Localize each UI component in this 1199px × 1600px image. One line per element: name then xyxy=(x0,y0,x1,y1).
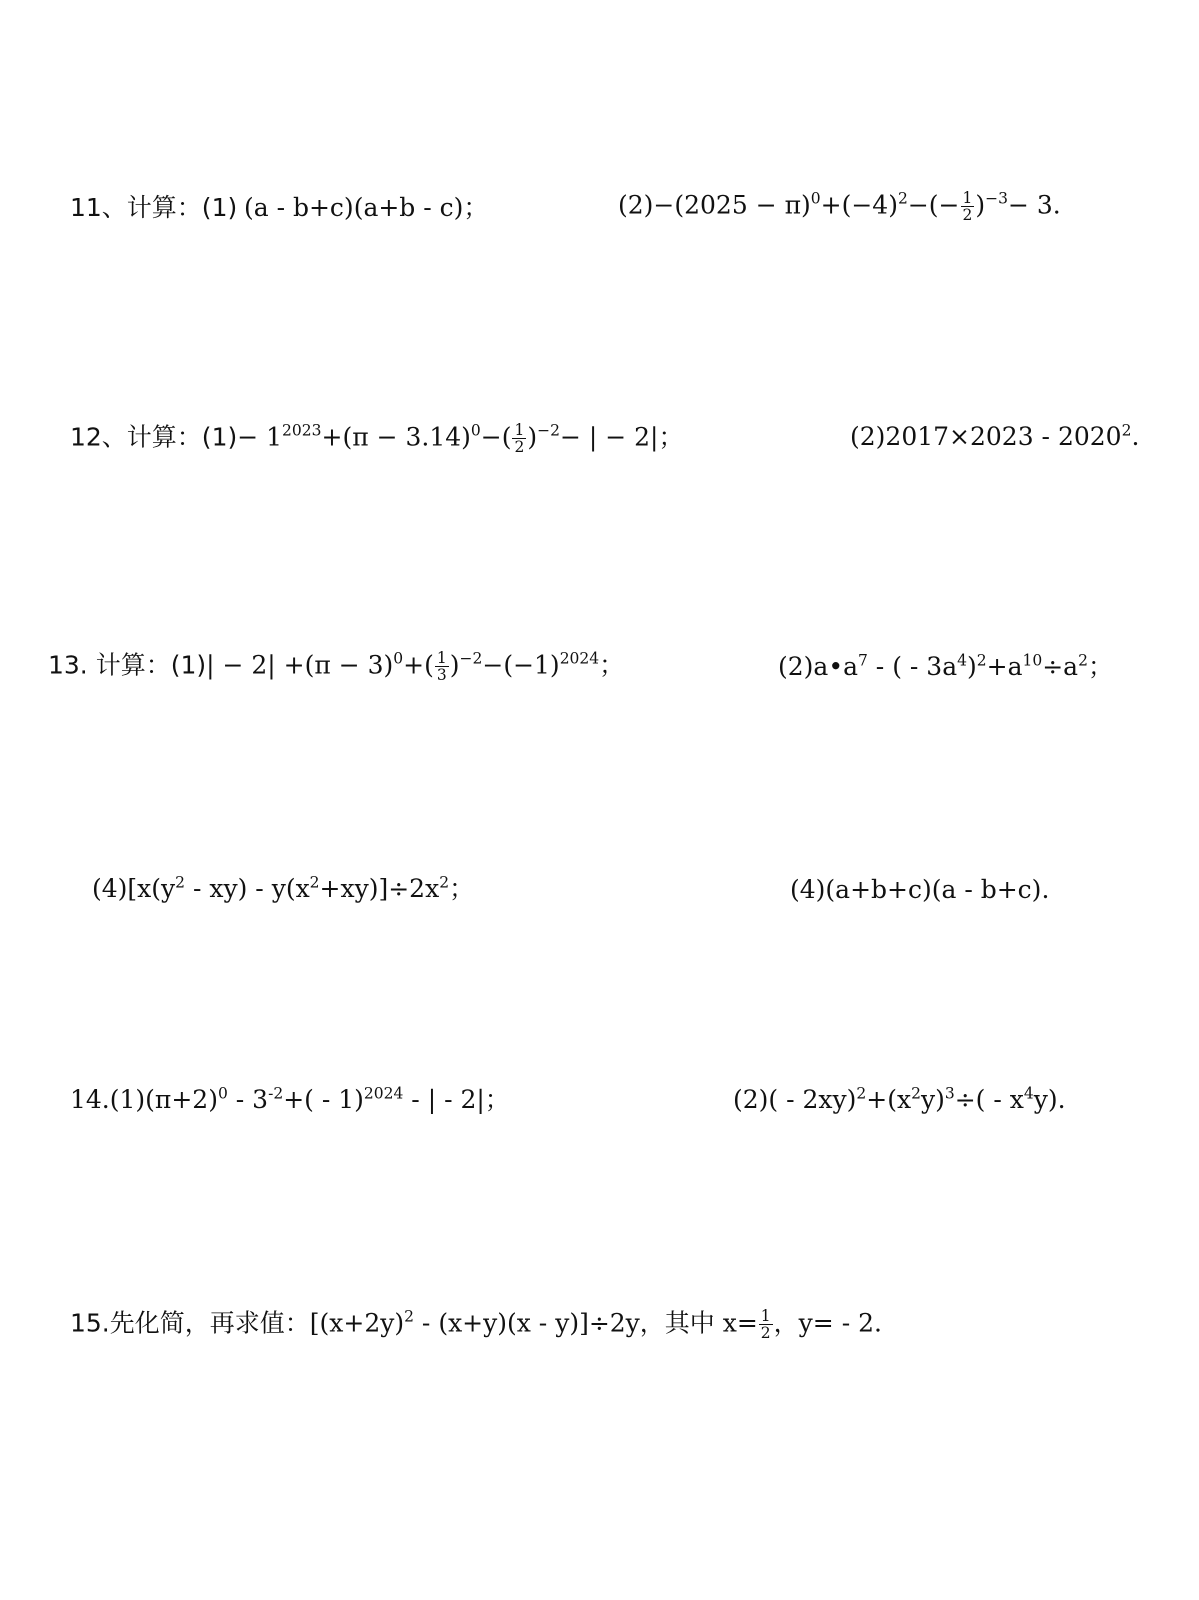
problem-11-expr-1: (a - b+c)(a+b - c)； xyxy=(243,193,489,222)
problem-13-part-3: $(4)[x(y^2 - xy) - y(x^2+xy)]\div 2x^2$； xyxy=(92,873,475,903)
problem-12-part-2: (2)2017×2023 - 2020$^2$. xyxy=(850,421,1140,451)
problem-11-part-1 xyxy=(70,194,488,221)
problem-11-label: 11、计算：(1) xyxy=(70,193,238,222)
fraction: $\frac{1}{3}$ xyxy=(436,649,447,685)
problem-13-label: 13. 计算：(1) xyxy=(48,650,207,680)
problem-13-part-1: 13. 计算：$(1)| - 2| +(\pi - 3)^0+$( $\frac{1}{3}$ )$^{-2}-(-1)^{2024}$； xyxy=(48,649,625,685)
fraction: $\frac{1}{2}$ xyxy=(962,189,973,225)
fraction: $\frac{1}{2}$ xyxy=(760,1307,771,1343)
problem-12-label: 12、计算：(1) xyxy=(70,422,238,452)
problem-13-part-2: $(2)a•a^7$ - ( - $3a^4)^2+a^{10}\div a^2$； xyxy=(778,651,1113,681)
problem-14-part-2: $(2)( - 2xy)^2+(x^2y)^3\div( - x^4y)$. xyxy=(733,1084,1066,1114)
problem-13-part-4: (4)(a+b+c)(a - b+c). xyxy=(790,875,1050,904)
problem-14-part-1: $14.(1)(\pi+2)^0 - 3^{-2}+( - 1)^{2024}$ - | - 2|； xyxy=(70,1084,510,1114)
fraction: $\frac{1}{2}$ xyxy=(514,421,525,457)
problem-12-part-1: 12、计算：$(1)- 1^{2023}+(\pi - 3.14)^0-$( $\frac{1}{2}$ )$^{-2}$− | − 2|； xyxy=(70,421,684,457)
problem-15-label: 15.先化简，再求值： xyxy=(70,1308,310,1338)
problem-14-label: 14.(1) xyxy=(70,1085,146,1114)
problem-11-part-2: $(2)-(2025 - \pi)^0+(-4)^2-(-$ $\frac{1}{2}$ )$^{-3}$− 3. xyxy=(618,189,1061,225)
problem-15: 15.先化简，再求值：$[(x+2y)^2 - (x+y)(x - y)]\div 2y$，其中 x= $\frac{1}{2}$ ，y= - 2. xyxy=(70,1307,882,1343)
